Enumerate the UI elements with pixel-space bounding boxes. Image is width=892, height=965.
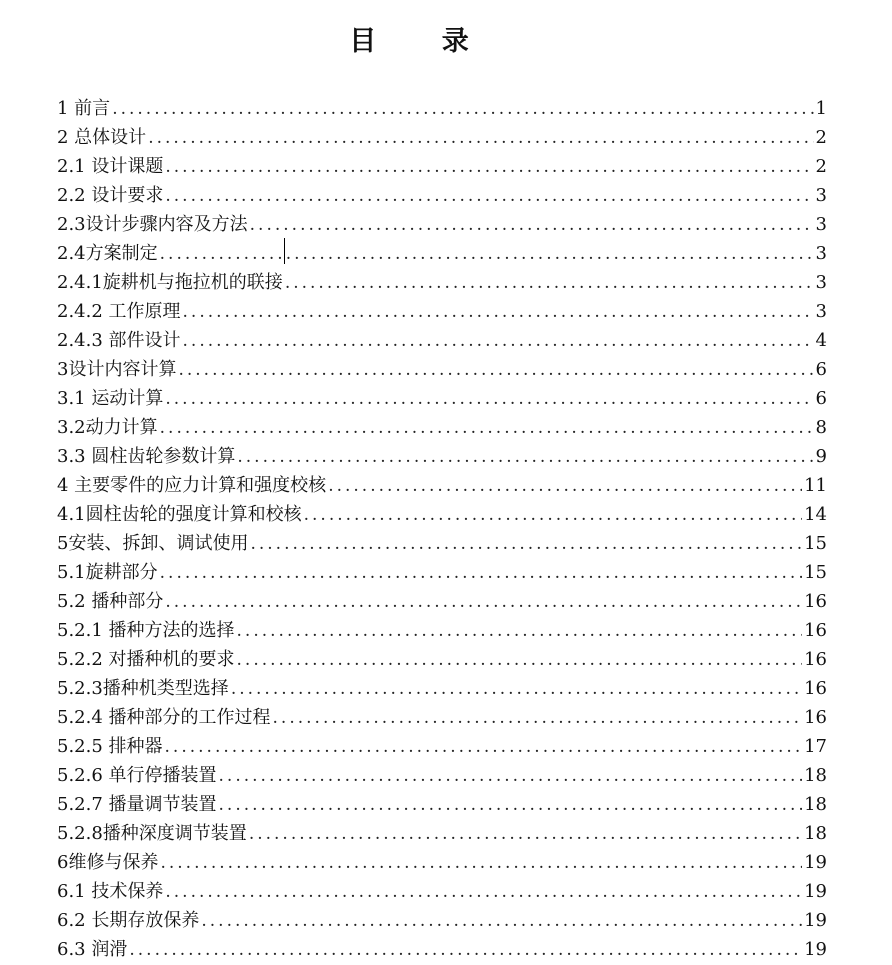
toc-entry[interactable] [57,239,827,268]
toc-entry-page-number: 19 [804,852,827,873]
toc-leader-dots [219,762,803,791]
toc-entry[interactable] [57,326,827,355]
toc-entry[interactable] [57,181,827,210]
toc-entry[interactable] [57,123,827,152]
toc-entry-page-number: 18 [804,823,827,844]
toc-leader-dots [285,269,814,298]
toc-entry-label: 5.2.2 对播种机的要求 [57,649,235,670]
toc-leader-dots [273,704,803,733]
toc-entry-label: 5.1旋耕部分 [57,562,158,583]
toc-leader-dots [165,182,813,211]
toc-entry-label: 4.1圆柱齿轮的强度计算和校核 [57,504,302,525]
toc-leader-dots [112,95,813,124]
toc-entry[interactable] [57,442,827,471]
toc-leader-dots [160,849,802,878]
toc-entry[interactable] [57,877,827,906]
toc-entry-label: 5安装、拆卸、调试使用 [57,533,249,554]
toc-entry-label: 4 主要零件的应力计算和强度校核 [57,475,327,496]
toc-entry-page-number: 16 [804,707,827,728]
toc-entry-label: 2.4.2 工作原理 [57,301,181,322]
toc-leader-dots [249,820,802,849]
toc-entry-label: 5.2.3播种机类型选择 [57,678,229,699]
toc-leader-dots [304,501,802,530]
toc-entry[interactable] [57,297,827,326]
toc-entry-page-number: 18 [804,765,827,786]
toc-entry-label: 2.2 设计要求 [57,185,164,206]
toc-entry[interactable] [57,384,827,413]
toc-entry-page-number: 16 [804,591,827,612]
toc-entry[interactable] [57,94,827,123]
toc-entry[interactable] [57,616,827,645]
toc-entry-label: 2.4.3 部件设计 [57,330,181,351]
toc-entry[interactable] [57,558,827,587]
toc-entry-label: 3.2动力计算 [57,417,158,438]
toc-entry-page-number: 4 [815,330,827,351]
toc-entry-label: 5.2.8播种深度调节装置 [57,823,247,844]
toc-entry-label: 1 前言 [57,98,111,119]
toc-leader-dots [237,617,803,646]
toc-entry-page-number: 9 [815,446,827,467]
toc-entry-page-number: 3 [815,185,827,206]
toc-leader-dots [160,414,814,443]
toc-entry-label: 5.2.6 单行停播装置 [57,765,217,786]
toc-leader-dots [237,646,803,675]
text-cursor [284,238,285,264]
toc-leader-dots [165,588,802,617]
toc-leader-dots [250,211,814,240]
toc-entry-page-number: 3 [815,301,827,322]
toc-entry-page-number: 3 [815,243,827,264]
toc-entry-page-number: 19 [804,881,827,902]
toc-entry[interactable] [57,703,827,732]
toc-entry-page-number: 15 [804,562,827,583]
toc-entry-label: 2.1 设计课题 [57,156,164,177]
toc-entry[interactable] [57,732,827,761]
toc-entry-label: 5.2.7 播量调节装置 [57,794,217,815]
toc-entry[interactable] [57,790,827,819]
toc-entry-label: 2.3设计步骤内容及方法 [57,214,248,235]
toc-leader-dots [250,530,802,559]
toc-entry-page-number: 17 [804,736,827,757]
toc-entry-page-number: 6 [815,359,827,380]
toc-entry-page-number: 18 [804,794,827,815]
toc-leader-dots [160,240,814,269]
toc-leader-dots [178,356,813,385]
toc-leader-dots [219,791,803,820]
toc-entry[interactable] [57,674,827,703]
toc-entry-label: 2.4.1旋耕机与拖拉机的联接 [57,272,283,293]
toc-entry-label: 2.4方案制定 [57,243,158,264]
toc-entry[interactable] [57,819,827,848]
toc-entry-label: 2 总体设计 [57,127,147,148]
toc-entry[interactable] [57,500,827,529]
toc-entry[interactable] [57,587,827,616]
toc-leader-dots [160,559,802,588]
toc-entry-page-number: 19 [804,910,827,931]
toc-entry[interactable] [57,906,827,935]
toc-entry[interactable] [57,645,827,674]
toc-entry[interactable] [57,761,827,790]
toc-entry[interactable] [57,413,827,442]
toc-entry-label: 6维修与保养 [57,852,159,873]
toc-leader-dots [231,675,802,704]
toc-entry-page-number: 14 [804,504,827,525]
toc-entry-page-number: 3 [815,272,827,293]
toc-entry[interactable] [57,355,827,384]
toc-entry-page-number: 11 [804,475,827,496]
toc-leader-dots [237,443,813,472]
toc-entry-page-number: 8 [815,417,827,438]
toc-entry-label: 3.1 运动计算 [57,388,164,409]
toc-leader-dots [183,298,814,327]
toc-entry-label: 5.2.4 播种部分的工作过程 [57,707,271,728]
toc-leader-dots [328,472,802,501]
toc-leader-dots [201,907,802,936]
toc-entry-page-number: 16 [804,678,827,699]
toc-leader-dots [129,936,802,965]
toc-leader-dots [165,878,802,907]
toc-entry-page-number: 16 [804,620,827,641]
toc-entry-page-number: 19 [804,939,827,960]
toc-entry-page-number: 16 [804,649,827,670]
toc-entry[interactable] [57,848,827,877]
toc-leader-dots [165,733,803,762]
toc-entry-page-number: 6 [815,388,827,409]
toc-leader-dots [165,385,813,414]
toc-entry-label: 3.3 圆柱齿轮参数计算 [57,446,236,467]
toc-entry-page-number: 3 [815,214,827,235]
toc-entry-page-number: 1 [815,98,827,119]
toc-entry[interactable] [57,471,827,500]
toc-entry[interactable] [57,152,827,181]
toc-entry[interactable] [57,268,827,297]
table-of-contents [57,94,827,964]
toc-entry[interactable] [57,529,827,558]
toc-entry-label: 6.3 润滑 [57,939,128,960]
toc-entry-label: 6.1 技术保养 [57,881,164,902]
toc-leader-dots [148,124,813,153]
toc-entry-page-number: 2 [815,156,827,177]
toc-entry-label: 6.2 长期存放保养 [57,910,200,931]
toc-leader-dots [165,153,813,182]
toc-entry-label: 5.2.1 播种方法的选择 [57,620,235,641]
toc-entry-label: 5.2.5 排种器 [57,736,163,757]
toc-entry-page-number: 2 [815,127,827,148]
toc-entry-label: 5.2 播种部分 [57,591,164,612]
toc-entry-page-number: 15 [804,533,827,554]
toc-entry-label: 3设计内容计算 [57,359,177,380]
toc-leader-dots [183,327,814,356]
toc-title: 目 录 [349,26,497,57]
toc-entry[interactable] [57,210,827,239]
